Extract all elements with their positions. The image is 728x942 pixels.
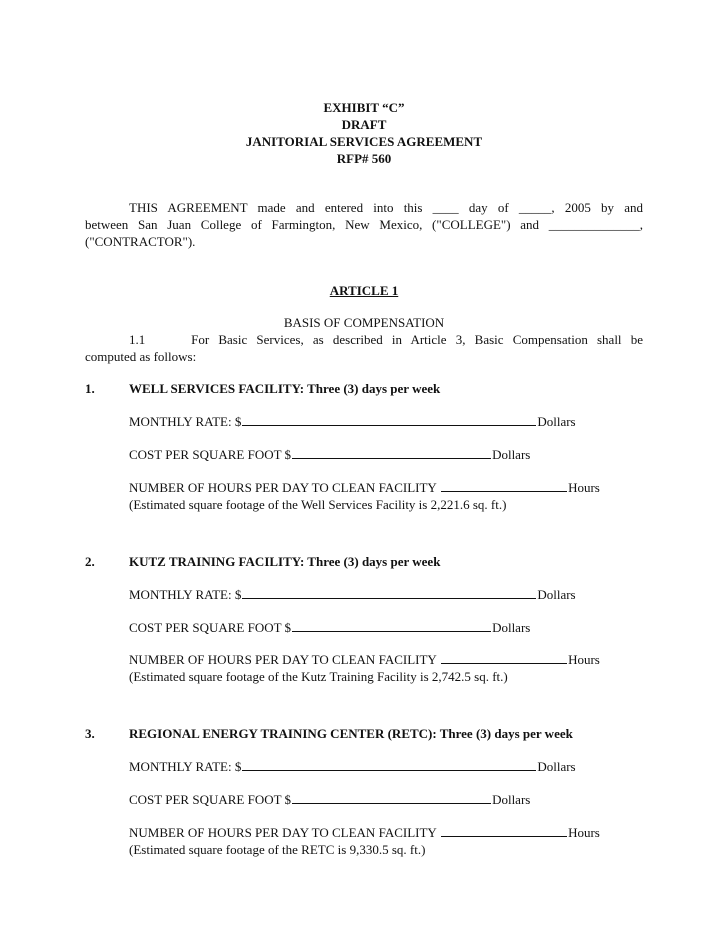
dollars-label: Dollars bbox=[492, 792, 531, 807]
cost-per-sqft-blank[interactable] bbox=[292, 446, 491, 459]
section-1-cost-per-sqft bbox=[129, 446, 530, 463]
intro-line-3: ("CONTRACTOR"). bbox=[85, 234, 196, 249]
hours-label: Hours bbox=[568, 825, 600, 840]
section-2-title: KUTZ TRAINING FACILITY: Three (3) days per week bbox=[129, 554, 441, 569]
monthly-rate-blank[interactable] bbox=[242, 586, 536, 599]
rfp-number: RFP# 560 bbox=[336, 151, 392, 166]
dollars-label: Dollars bbox=[537, 587, 576, 602]
hours-per-day-blank[interactable] bbox=[441, 651, 567, 664]
clause-line-1: 1.1 For Basic Services, as described in Article 3, Basic Compensation shall be bbox=[129, 332, 643, 347]
section-1-monthly-rate bbox=[129, 413, 576, 430]
monthly-rate-label: MONTHLY RATE: $ bbox=[129, 759, 242, 774]
section-2-cost-per-sqft bbox=[129, 619, 530, 636]
monthly-rate-label: MONTHLY RATE: $ bbox=[129, 587, 242, 602]
intro-line-2: between San Juan College of Farmington, New Mexico, ("COLLEGE") and ______________, bbox=[85, 217, 643, 232]
cost-per-sqft-blank[interactable] bbox=[292, 619, 491, 632]
section-2-monthly-rate bbox=[129, 586, 576, 603]
cost-per-sqft-blank[interactable] bbox=[292, 791, 491, 804]
hours-label: Hours bbox=[568, 480, 600, 495]
monthly-rate-blank[interactable] bbox=[242, 413, 536, 426]
hours-per-day-label: NUMBER OF HOURS PER DAY TO CLEAN FACILITY bbox=[129, 652, 437, 667]
document-title: JANITORIAL SERVICES AGREEMENT bbox=[245, 134, 483, 149]
dollars-label: Dollars bbox=[492, 620, 531, 635]
section-2-number: 2. bbox=[85, 554, 95, 569]
dollars-label: Dollars bbox=[537, 414, 576, 429]
section-3-note: (Estimated square footage of the RETC is 9,330.5 sq. ft.) bbox=[129, 842, 426, 857]
section-2-hours-per-day bbox=[129, 651, 600, 668]
hours-label: Hours bbox=[568, 652, 600, 667]
section-1-hours-per-day bbox=[129, 479, 600, 496]
article-subheading: BASIS OF COMPENSATION bbox=[283, 315, 445, 330]
section-3-monthly-rate bbox=[129, 758, 576, 775]
article-heading: ARTICLE 1 bbox=[329, 283, 399, 298]
monthly-rate-blank[interactable] bbox=[242, 758, 536, 771]
cost-per-sqft-label: COST PER SQUARE FOOT $ bbox=[129, 620, 292, 635]
hours-per-day-blank[interactable] bbox=[441, 824, 567, 837]
section-2-note: (Estimated square footage of the Kutz Training Facility is 2,742.5 sq. ft.) bbox=[129, 669, 508, 684]
cost-per-sqft-label: COST PER SQUARE FOOT $ bbox=[129, 792, 292, 807]
cost-per-sqft-label: COST PER SQUARE FOOT $ bbox=[129, 447, 292, 462]
section-1-note: (Estimated square footage of the Well Services Facility is 2,221.6 sq. ft.) bbox=[129, 497, 507, 512]
section-3-number: 3. bbox=[85, 726, 95, 741]
hours-per-day-blank[interactable] bbox=[441, 479, 567, 492]
dollars-label: Dollars bbox=[537, 759, 576, 774]
hours-per-day-label: NUMBER OF HOURS PER DAY TO CLEAN FACILITY bbox=[129, 825, 437, 840]
draft-label: DRAFT bbox=[341, 117, 387, 132]
exhibit-label: EXHIBIT “C” bbox=[323, 100, 405, 115]
section-3-cost-per-sqft bbox=[129, 791, 530, 808]
section-1-title: WELL SERVICES FACILITY: Three (3) days per week bbox=[129, 381, 441, 396]
section-3-title: REGIONAL ENERGY TRAINING CENTER (RETC): Three (3) days per week bbox=[129, 726, 573, 741]
section-1-number: 1. bbox=[85, 381, 95, 396]
hours-per-day-label: NUMBER OF HOURS PER DAY TO CLEAN FACILITY bbox=[129, 480, 437, 495]
monthly-rate-label: MONTHLY RATE: $ bbox=[129, 414, 242, 429]
intro-line-1: THIS AGREEMENT made and entered into this ____ day of _____, 2005 by and bbox=[129, 200, 643, 215]
clause-line-2: computed as follows: bbox=[85, 349, 197, 364]
section-3-hours-per-day bbox=[129, 824, 600, 841]
dollars-label: Dollars bbox=[492, 447, 531, 462]
